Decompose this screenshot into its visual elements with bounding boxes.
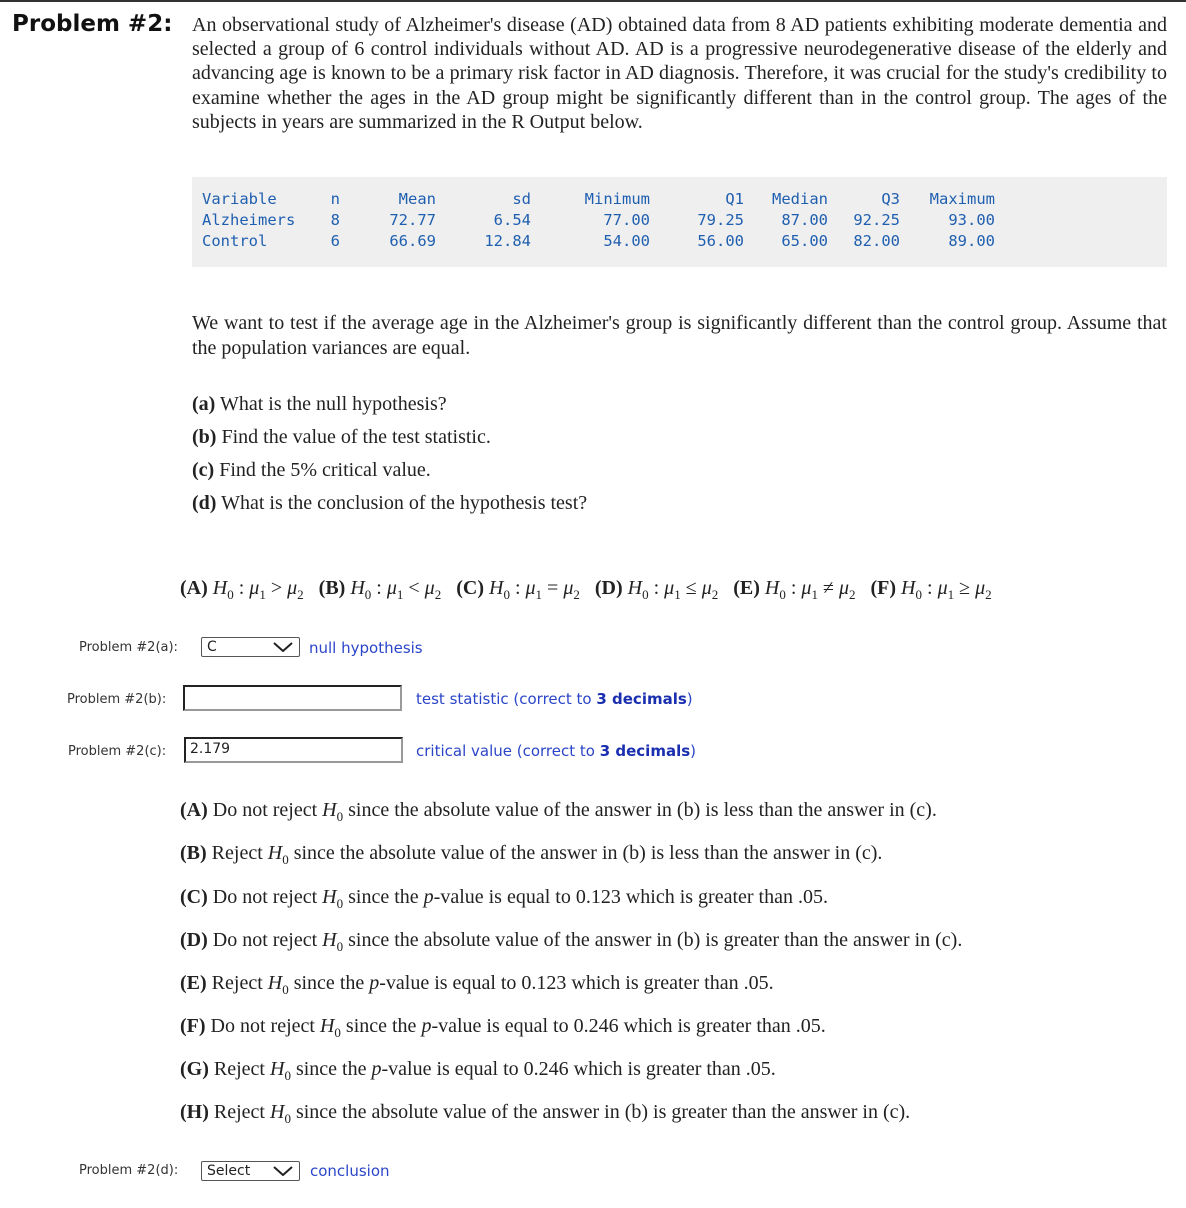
hint-bold: 3 decimals xyxy=(596,690,687,708)
option-letter: (D) xyxy=(180,929,208,951)
option-pre: Do not reject xyxy=(212,799,318,821)
cell: 6.54 xyxy=(493,211,531,229)
cell: 72.77 xyxy=(389,211,436,229)
option-pre: Reject xyxy=(213,1101,265,1123)
option-post: since the absolute value of the answer in (b) is greater than the answer in (c). xyxy=(295,1101,911,1123)
hypothesis-operator: ≠ xyxy=(822,577,834,599)
answer-d-label: Problem #2(d): xyxy=(79,1163,179,1178)
cell: 6 xyxy=(330,232,340,250)
option-post: -value is equal to 0.123 which is greater than .05. xyxy=(433,886,828,908)
option-post: -value is equal to 0.246 which is greater than .05. xyxy=(381,1058,776,1080)
r-output-box xyxy=(192,177,1167,267)
header-maximum: Maximum xyxy=(929,190,995,208)
header-variable: Variable xyxy=(202,190,277,208)
option-letter: (A) xyxy=(180,577,208,599)
option-post: -value is equal to 0.246 which is greater than .05. xyxy=(431,1015,826,1037)
answer-c-hint xyxy=(416,742,696,760)
header-sd: sd xyxy=(512,190,531,208)
answer-b-label: Problem #2(b): xyxy=(67,692,167,707)
option-pre: Reject xyxy=(213,1058,265,1080)
question-text: Find the 5% critical value. xyxy=(219,459,431,481)
conclusion-option-c: (C) Do not reject $H_0$ since the p-value is equal to 0.123 which is greater than .05. xyxy=(180,886,828,911)
conclusion-option-g: (G) Reject $H_0$ since the p-value is equal to 0.246 which is greater than .05. xyxy=(180,1058,776,1083)
option-letter: (C) xyxy=(180,886,208,908)
r-output-row-alzheimers xyxy=(202,210,995,231)
hypothesis-option-a: (A) $H_0$ : $\mu_1 > \mu_2$ xyxy=(180,577,304,602)
r-output-row-control xyxy=(202,231,995,252)
option-post: since the xyxy=(345,1015,417,1037)
hypothesis-option-b: (B) $H_0$ : $\mu_1 < \mu_2$ xyxy=(318,577,442,602)
header-mean: Mean xyxy=(398,190,436,208)
hint-text: critical value (correct to xyxy=(416,742,600,760)
cell: 8 xyxy=(330,211,340,229)
header-n: n xyxy=(330,190,340,208)
hypothesis-operator: ≥ xyxy=(959,577,971,599)
hypothesis-option-e: (E) $H_0$ : $\mu_1 \ne \mu_2$ xyxy=(733,577,856,602)
hypothesis-operator: = xyxy=(547,577,559,599)
top-rule xyxy=(0,0,1186,2)
header-q1: Q1 xyxy=(725,190,744,208)
cell: 65.00 xyxy=(781,232,828,250)
option-post: since the xyxy=(348,886,419,908)
option-letter: (E) xyxy=(733,577,760,599)
question-letter: (c) xyxy=(192,459,215,481)
hypothesis-operator: ≤ xyxy=(685,577,697,599)
p-symbol: p xyxy=(421,1015,432,1037)
cell: Alzheimers xyxy=(202,211,296,229)
option-letter: (H) xyxy=(180,1101,209,1123)
header-minimum: Minimum xyxy=(584,190,650,208)
conclusion-option-a: (A) Do not reject $H_0$ since the absolute value of the answer in (b) is less than the answer in (c). xyxy=(180,799,937,824)
p-symbol: p xyxy=(423,886,434,908)
option-letter: (B) xyxy=(180,842,207,864)
answer-a-label: Problem #2(a): xyxy=(79,640,178,655)
r-output-table xyxy=(202,189,995,252)
hypothesis-option-c: (C) $H_0$ : $\mu_1 = \mu_2$ xyxy=(456,577,580,602)
cell: 66.69 xyxy=(389,232,436,250)
header-median: Median xyxy=(772,190,828,208)
option-pre: Do not reject xyxy=(212,929,318,951)
option-post: -value is equal to 0.123 which is greater than .05. xyxy=(379,972,774,994)
conclusion-option-d: (D) Do not reject $H_0$ since the absolute value of the answer in (b) is greater than the answer in (c). xyxy=(180,929,963,954)
critical-value-input[interactable]: 2.179 xyxy=(184,737,403,763)
cell: 92.25 xyxy=(853,211,900,229)
option-pre: Do not reject xyxy=(212,886,318,908)
select-value: C xyxy=(207,639,217,655)
option-letter: (B) xyxy=(318,577,346,599)
cell: 77.00 xyxy=(603,211,650,229)
question-text: Find the value of the test statistic. xyxy=(221,426,491,448)
answer-d-hint: conclusion xyxy=(310,1162,390,1180)
hypotheses-line xyxy=(180,577,992,603)
chevron-down-icon xyxy=(273,642,293,652)
question-text: What is the conclusion of the hypothesis test? xyxy=(221,492,588,514)
question-b xyxy=(192,426,491,449)
p-symbol: p xyxy=(371,1058,382,1080)
hint-end: ) xyxy=(686,690,693,708)
option-letter: (F) xyxy=(180,1015,206,1037)
problem-title: Problem #2: xyxy=(12,11,173,37)
option-post: since the xyxy=(293,972,365,994)
cell: 93.00 xyxy=(948,211,995,229)
test-statistic-input[interactable] xyxy=(183,685,402,711)
option-post: since the absolute value of the answer in (b) is less than the answer in (c). xyxy=(293,842,883,864)
option-letter: (F) xyxy=(870,577,897,599)
question-d xyxy=(192,492,587,515)
option-letter: (G) xyxy=(180,1058,209,1080)
question-letter: (b) xyxy=(192,426,217,448)
hint-bold: 3 decimals xyxy=(599,742,691,760)
option-letter: (C) xyxy=(456,577,484,599)
conclusion-select[interactable] xyxy=(201,1161,300,1181)
test-description: We want to test if the average age in the Alzheimer's group is significantly different than the control group. Assume that the population variances are equal. xyxy=(192,312,1167,359)
cell: Control xyxy=(202,232,268,250)
option-post: since the xyxy=(295,1058,367,1080)
question-c xyxy=(192,459,431,482)
answer-a-hint: null hypothesis xyxy=(309,639,423,657)
cell: 12.84 xyxy=(484,232,531,250)
option-letter: (A) xyxy=(180,799,208,821)
option-post: since the absolute value of the answer in (b) is greater than the answer in (c). xyxy=(348,929,963,951)
option-pre: Reject xyxy=(211,972,263,994)
cell: 82.00 xyxy=(853,232,900,250)
cell: 87.00 xyxy=(781,211,828,229)
cell: 89.00 xyxy=(948,232,995,250)
chevron-down-icon xyxy=(273,1166,293,1176)
select-value: Select xyxy=(207,1163,251,1179)
option-post: since the absolute value of the answer in (b) is less than the answer in (c). xyxy=(348,799,937,821)
hint-text: test statistic (correct to xyxy=(416,690,597,708)
option-letter: (D) xyxy=(594,577,623,599)
conclusion-option-b: (B) Reject $H_0$ since the absolute value of the answer in (b) is less than the answer in (c). xyxy=(180,842,883,867)
cell: 56.00 xyxy=(697,232,744,250)
cell: 54.00 xyxy=(603,232,650,250)
question-a xyxy=(192,393,447,416)
null-hypothesis-select[interactable] xyxy=(201,637,300,657)
hypothesis-operator: < xyxy=(408,577,420,599)
conclusion-option-f: (F) Do not reject $H_0$ since the p-value is equal to 0.246 which is greater than .05. xyxy=(180,1015,826,1040)
question-letter: (a) xyxy=(192,393,216,415)
question-text: What is the null hypothesis? xyxy=(219,393,447,415)
option-letter: (E) xyxy=(180,972,207,994)
hypothesis-operator: > xyxy=(270,577,283,599)
hint-end: ) xyxy=(690,742,697,760)
problem-intro: An observational study of Alzheimer's disease (AD) obtained data from 8 AD patients exhibiting moderate dementia and selected a group of 6 control individuals without AD. AD is a progressive neurodegenerative disease of the elderly and advancing age is known to be a primary risk factor in AD diagnosis. Therefore, it was crucial for the study's credibility to examine whether the ages in the AD group might be significantly different than in the control group. The ages of the subjects in years are summarized in the R Output below. xyxy=(192,14,1167,133)
cell: 79.25 xyxy=(697,211,744,229)
option-pre: Reject xyxy=(211,842,263,864)
answer-c-label: Problem #2(c): xyxy=(68,744,167,759)
hypothesis-option-f: (F) $H_0$ : $\mu_1 \ge \mu_2$ xyxy=(870,577,992,602)
answer-b-hint xyxy=(416,690,693,708)
question-letter: (d) xyxy=(192,492,217,514)
conclusion-option-e: (E) Reject $H_0$ since the p-value is equal to 0.123 which is greater than .05. xyxy=(180,972,774,997)
option-pre: Do not reject xyxy=(210,1015,315,1037)
header-q3: Q3 xyxy=(881,190,900,208)
conclusion-option-h: (H) Reject $H_0$ since the absolute value of the answer in (b) is greater than the answer in (c). xyxy=(180,1101,911,1126)
r-output-header-row xyxy=(202,189,995,210)
p-symbol: p xyxy=(369,972,380,994)
hypothesis-option-d: (D) $H_0$ : $\mu_1 \le \mu_2$ xyxy=(594,577,719,602)
